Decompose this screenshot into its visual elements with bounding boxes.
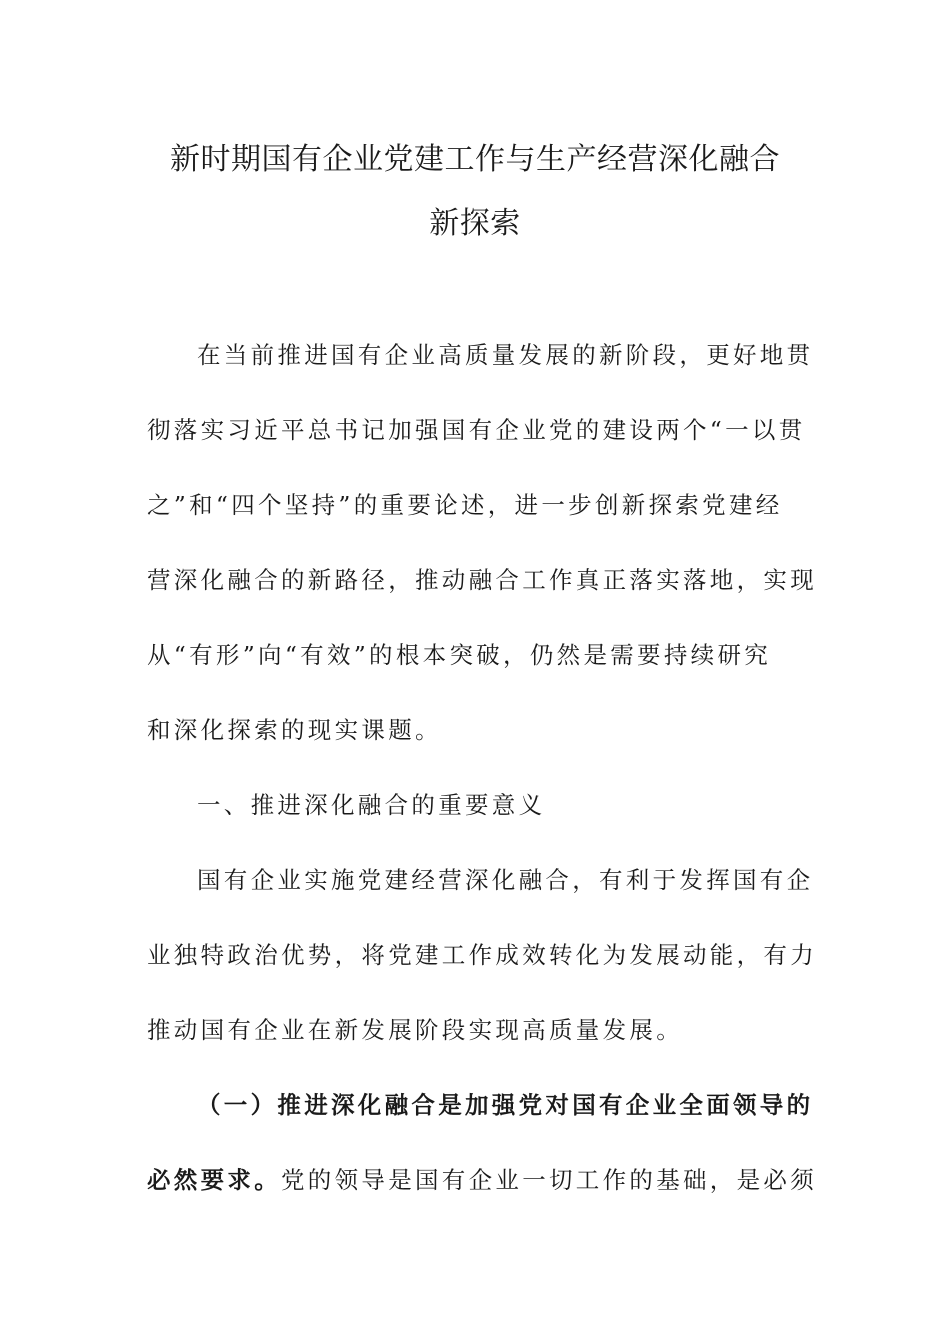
paragraph-1-line-5: 从“有形”向“有效”的根本突破，仍然是需要持续研究 [147,641,772,669]
paragraph-2-line-1: 国有企业实施党建经营深化融合，有利于发挥国有企 [197,866,814,894]
paragraph-1-line-2: 彻落实习近平总书记加强国有企业党的建设两个“一以贯 [147,416,806,444]
paragraph-1-line-4: 营深化融合的新路径，推动融合工作真正落实落地，实现 [147,566,817,594]
paragraph-1-line-6: 和深化探索的现实课题。 [147,716,442,744]
paragraph-1-line-3: 之”和“四个坚持”的重要论述，进一步创新探索党建经 [147,491,783,519]
subsection-1-line-2 [147,1143,817,1218]
document-body [147,318,817,1218]
subsection-1-heading-line-2: 必然要求。 [147,1166,281,1194]
paragraph-2-line-3: 推动国有企业在新发展阶段实现高质量发展。 [147,1016,683,1044]
paragraph-2-line-2: 业独特政治优势，将党建工作成效转化为发展动能，有力 [147,941,817,969]
document-title [120,128,830,256]
section-1-heading: 一、推进深化融合的重要意义 [197,791,546,819]
subsection-1-text: 党的领导是国有企业一切工作的基础，是必须 [281,1166,817,1194]
paragraph-1-line-1: 在当前推进国有企业高质量发展的新阶段，更好地贯 [197,341,814,369]
title-line-2: 新探索 [429,206,521,241]
title-line-1: 新时期国有企业党建工作与生产经营深化融合 [170,142,780,177]
subsection-1-heading-line-1: （一）推进深化融合是加强党对国有企业全面领导的 [197,1091,814,1119]
